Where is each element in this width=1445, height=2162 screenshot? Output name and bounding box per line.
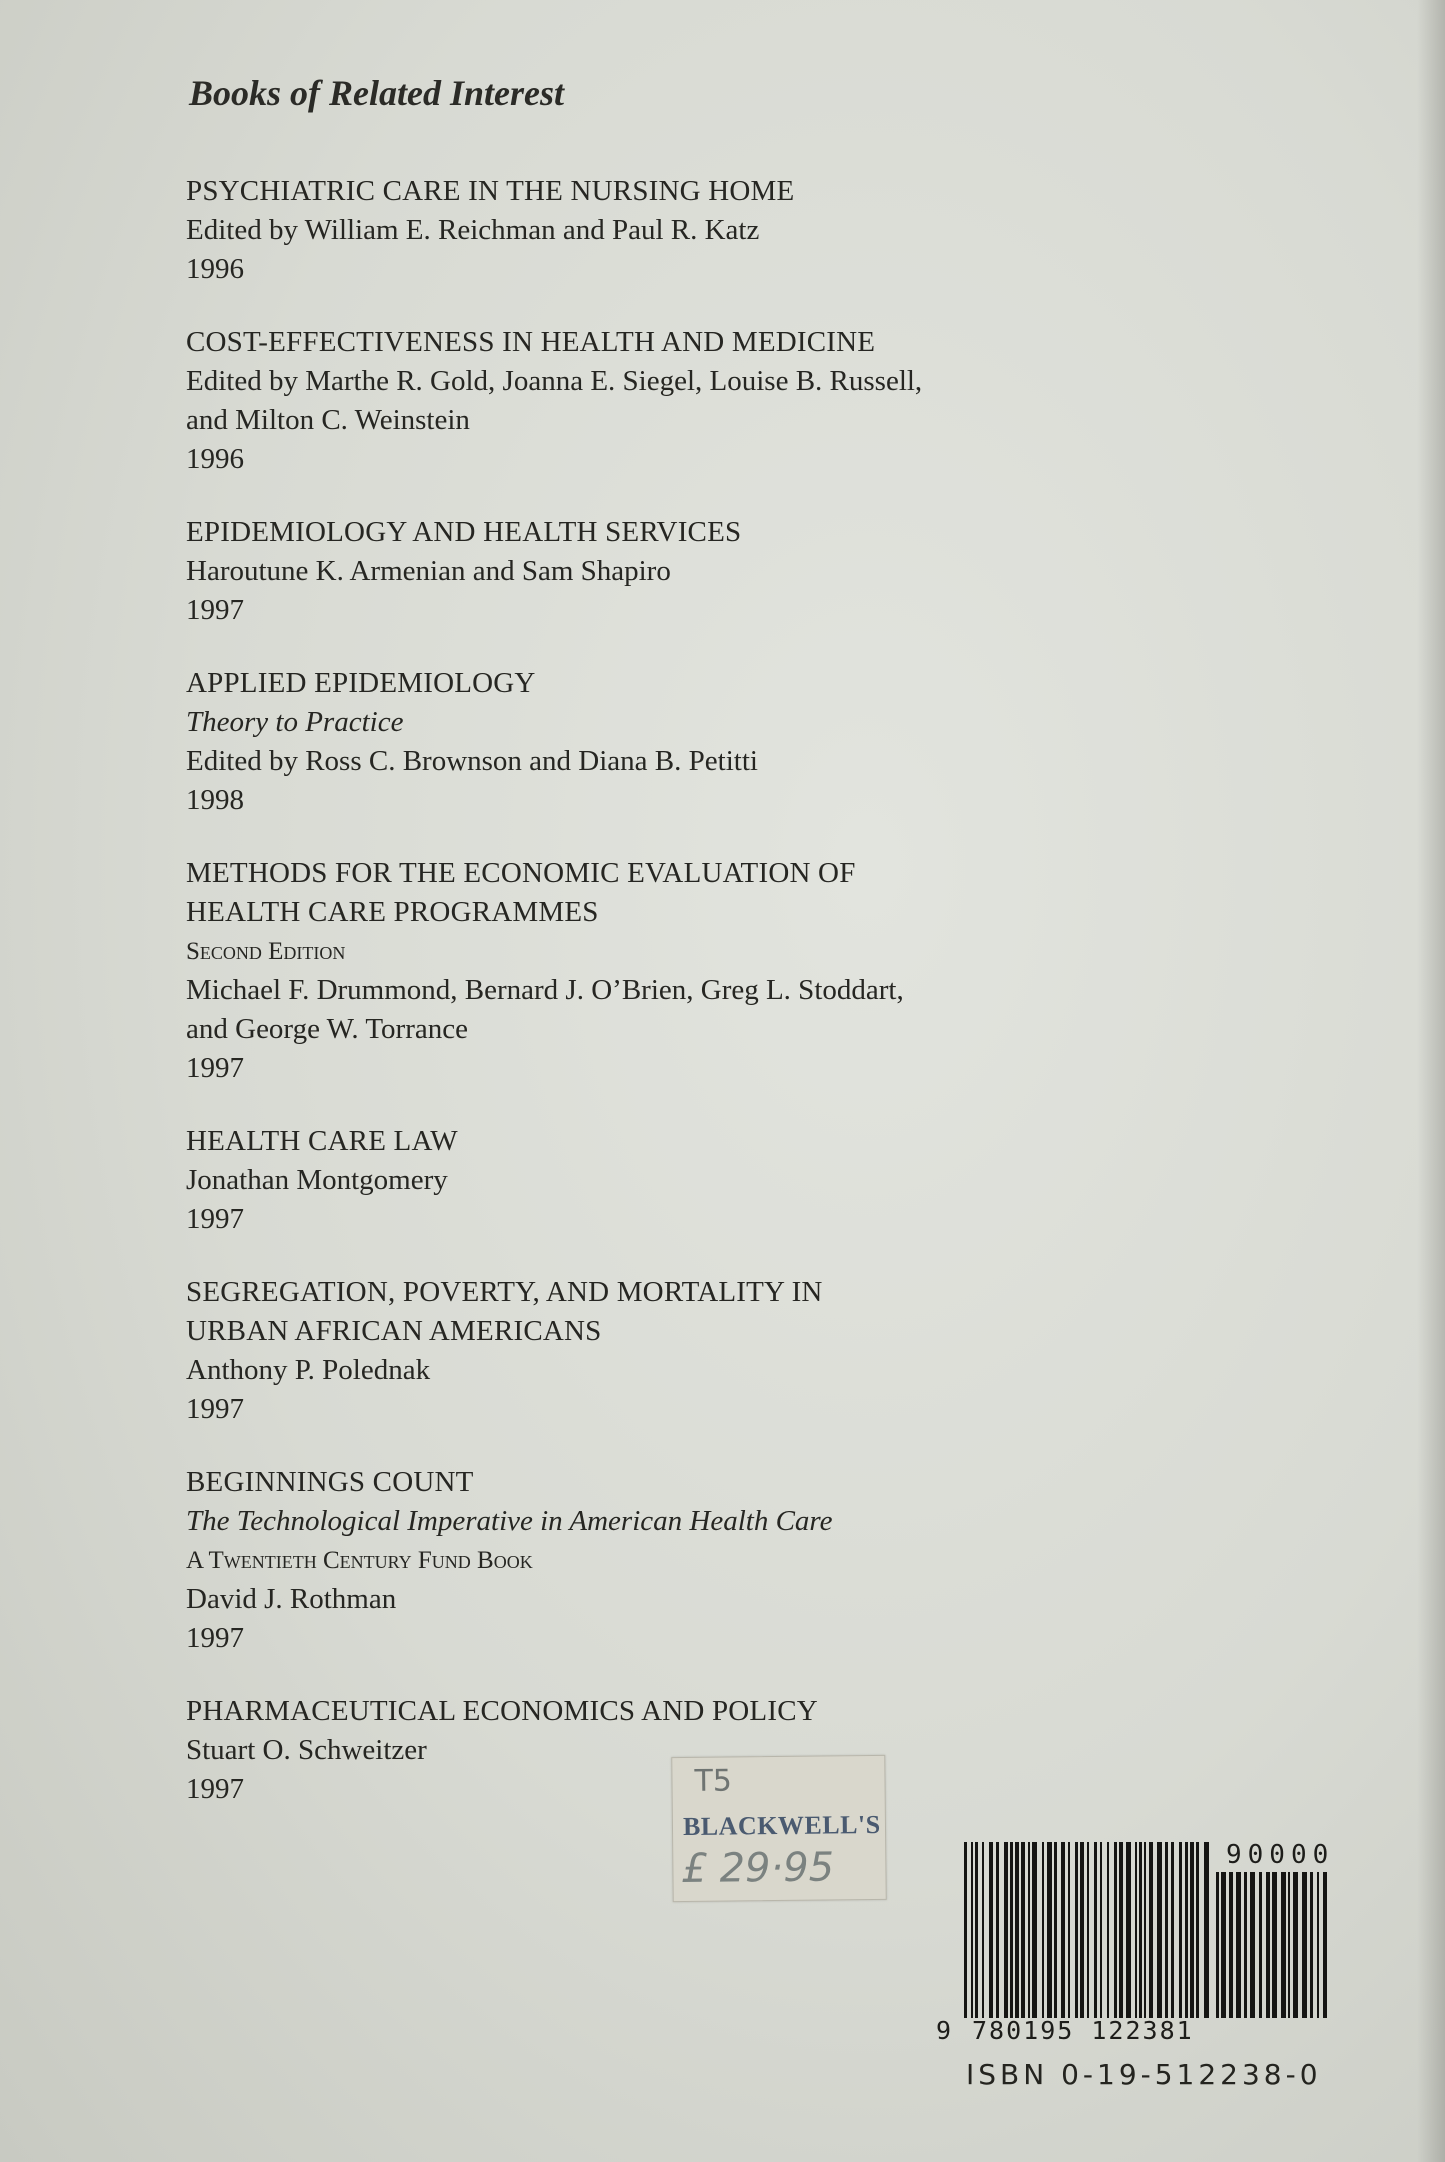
sticker-code: T5: [694, 1763, 733, 1799]
barcode-bar: [1042, 1842, 1044, 2018]
barcode-bar: [1281, 1872, 1286, 2018]
barcode-bar: [1004, 1842, 1008, 2018]
isbn-number: ISBN 0-19-512238-0: [966, 2058, 1322, 2091]
book-authors: Jonathan Montgomery: [186, 1164, 448, 1196]
barcode-bar: [1250, 1872, 1255, 2018]
barcode-bar: [989, 1842, 993, 2018]
book-year: 1997: [186, 594, 244, 626]
price-sticker: [671, 1755, 887, 1902]
book-entry: [186, 172, 1086, 289]
book-title: URBAN AFRICAN AMERICANS: [186, 1315, 602, 1347]
book-title: EPIDEMIOLOGY AND HEALTH SERVICES: [186, 516, 742, 548]
barcode-bar: [1302, 1872, 1307, 2018]
barcode-bar: [1119, 1842, 1123, 2018]
barcode-bar: [1087, 1842, 1089, 2018]
book-title: HEALTH CARE LAW: [186, 1125, 458, 1157]
barcode-bar: [1047, 1842, 1052, 2018]
section-heading: Books of Related Interest: [189, 73, 564, 113]
barcode-addon-bars: [1216, 1872, 1332, 2022]
barcode-main-bars: [964, 1842, 1214, 2022]
book-title: BEGINNINGS COUNT: [186, 1466, 474, 1498]
book-authors: Michael F. Drummond, Bernard J. O’Brien, Greg L. Stoddart,: [186, 974, 904, 1006]
book-entry: [186, 1463, 1086, 1658]
barcode-bar: [1149, 1842, 1153, 2018]
barcode-bar: [1221, 1872, 1226, 2018]
barcode-bar: [1244, 1872, 1247, 2018]
barcode-bar: [1010, 1842, 1013, 2018]
barcode-bar: [1015, 1842, 1019, 2018]
book-subtitle: The Technological Imperative in American Health Care: [186, 1505, 833, 1537]
book-year: 1997: [186, 1203, 244, 1235]
barcode-bar: [1139, 1842, 1142, 2018]
barcode-bar: [1196, 1842, 1199, 2018]
book-list: [186, 172, 1086, 1843]
book-year: 1997: [186, 1622, 244, 1654]
barcode-bar: [1157, 1842, 1162, 2018]
barcode-bar: [1075, 1842, 1078, 2018]
book-year: 1996: [186, 443, 244, 475]
barcode-bar: [1144, 1842, 1146, 2018]
barcode-bar: [982, 1842, 984, 2018]
barcode-lead-digit: 9: [936, 2016, 952, 2045]
barcode-bar: [1272, 1872, 1277, 2018]
book-title: SEGREGATION, POVERTY, AND MORTALITY IN: [186, 1276, 823, 1308]
barcode-bar: [1190, 1842, 1194, 2018]
barcode-bar: [1310, 1872, 1313, 2018]
barcode-bar: [1061, 1842, 1065, 2018]
book-entry: [186, 1692, 1086, 1809]
barcode-bar: [1266, 1872, 1270, 2018]
book-year: 1997: [186, 1773, 244, 1805]
book-authors: and George W. Torrance: [186, 1013, 468, 1045]
book-title: COST-EFFECTIVENESS IN HEALTH AND MEDICINE: [186, 326, 876, 358]
barcode-bar: [996, 1842, 999, 2018]
book-authors: Edited by Ross C. Brownson and Diana B. Petitti: [186, 745, 758, 777]
barcode-bar: [1021, 1842, 1025, 2018]
barcode-addon-digits: 90000: [1226, 1840, 1335, 1870]
barcode-bar: [1100, 1842, 1102, 2018]
sticker-shop-name: BLACKWELL'S: [682, 1809, 881, 1842]
book-entry: [186, 664, 1086, 820]
barcode-bar: [1204, 1842, 1209, 2018]
barcode-bar: [1293, 1872, 1298, 2018]
book-title: APPLIED EPIDEMIOLOGY: [186, 667, 536, 699]
barcode: [934, 1838, 1344, 2088]
book-edition-note: Second Edition: [186, 938, 346, 965]
barcode-bar: [1126, 1842, 1131, 2018]
barcode-bar: [1028, 1842, 1030, 2018]
book-authors: Edited by William E. Reichman and Paul R. Katz: [186, 214, 760, 246]
barcode-bar: [1259, 1872, 1262, 2018]
book-entry: [186, 323, 1086, 479]
barcode-bar: [1114, 1842, 1117, 2018]
cover-edge-shadow: [1417, 0, 1445, 2162]
sticker-price: £ 29·95: [681, 1844, 835, 1893]
book-year: 1997: [186, 1393, 244, 1425]
book-subtitle: Theory to Practice: [186, 706, 404, 738]
barcode-bar: [971, 1842, 973, 2018]
book-title: METHODS FOR THE ECONOMIC EVALUATION OF: [186, 857, 856, 889]
barcode-bar: [1185, 1842, 1188, 2018]
book-entry: [186, 1122, 1086, 1239]
book-authors: Anthony P. Polednak: [186, 1354, 431, 1386]
barcode-bar: [1107, 1842, 1109, 2018]
barcode-bar: [975, 1842, 978, 2018]
barcode-bar: [1032, 1842, 1037, 2018]
book-authors: and Milton C. Weinstein: [186, 404, 470, 436]
book-title: PHARMACEUTICAL ECONOMICS AND POLICY: [186, 1695, 818, 1727]
book-authors: Edited by Marthe R. Gold, Joanna E. Siegel, Louise B. Russell,: [186, 365, 923, 397]
barcode-bar: [1229, 1872, 1233, 2018]
book-edition-note: A Twentieth Century Fund Book: [186, 1547, 533, 1574]
barcode-bar: [1054, 1842, 1057, 2018]
barcode-bar: [964, 1842, 967, 2018]
barcode-bar: [1068, 1842, 1070, 2018]
book-authors: Stuart O. Schweitzer: [186, 1734, 427, 1766]
barcode-bar: [1236, 1872, 1241, 2018]
book-year: 1997: [186, 1052, 244, 1084]
barcode-bar: [1094, 1842, 1097, 2018]
barcode-bar: [1317, 1872, 1319, 2018]
book-title: PSYCHIATRIC CARE IN THE NURSING HOME: [186, 175, 795, 207]
book-authors: Haroutune K. Armenian and Sam Shapiro: [186, 555, 671, 587]
barcode-bar: [1135, 1842, 1137, 2018]
barcode-bar: [1165, 1842, 1168, 2018]
book-entry: [186, 854, 1086, 1088]
barcode-bar: [1288, 1872, 1290, 2018]
book-entry: [186, 1273, 1086, 1429]
book-year: 1996: [186, 253, 244, 285]
barcode-bar: [1323, 1872, 1327, 2018]
book-authors: David J. Rothman: [186, 1583, 397, 1615]
book-title: HEALTH CARE PROGRAMMES: [186, 896, 599, 928]
book-entry: [186, 513, 1086, 630]
barcode-digits: 780195 122381: [972, 2016, 1194, 2045]
barcode-bar: [1179, 1842, 1182, 2018]
barcode-bar: [1080, 1842, 1084, 2018]
book-year: 1998: [186, 784, 244, 816]
barcode-bar: [1171, 1842, 1174, 2018]
barcode-bar: [1216, 1872, 1219, 2018]
